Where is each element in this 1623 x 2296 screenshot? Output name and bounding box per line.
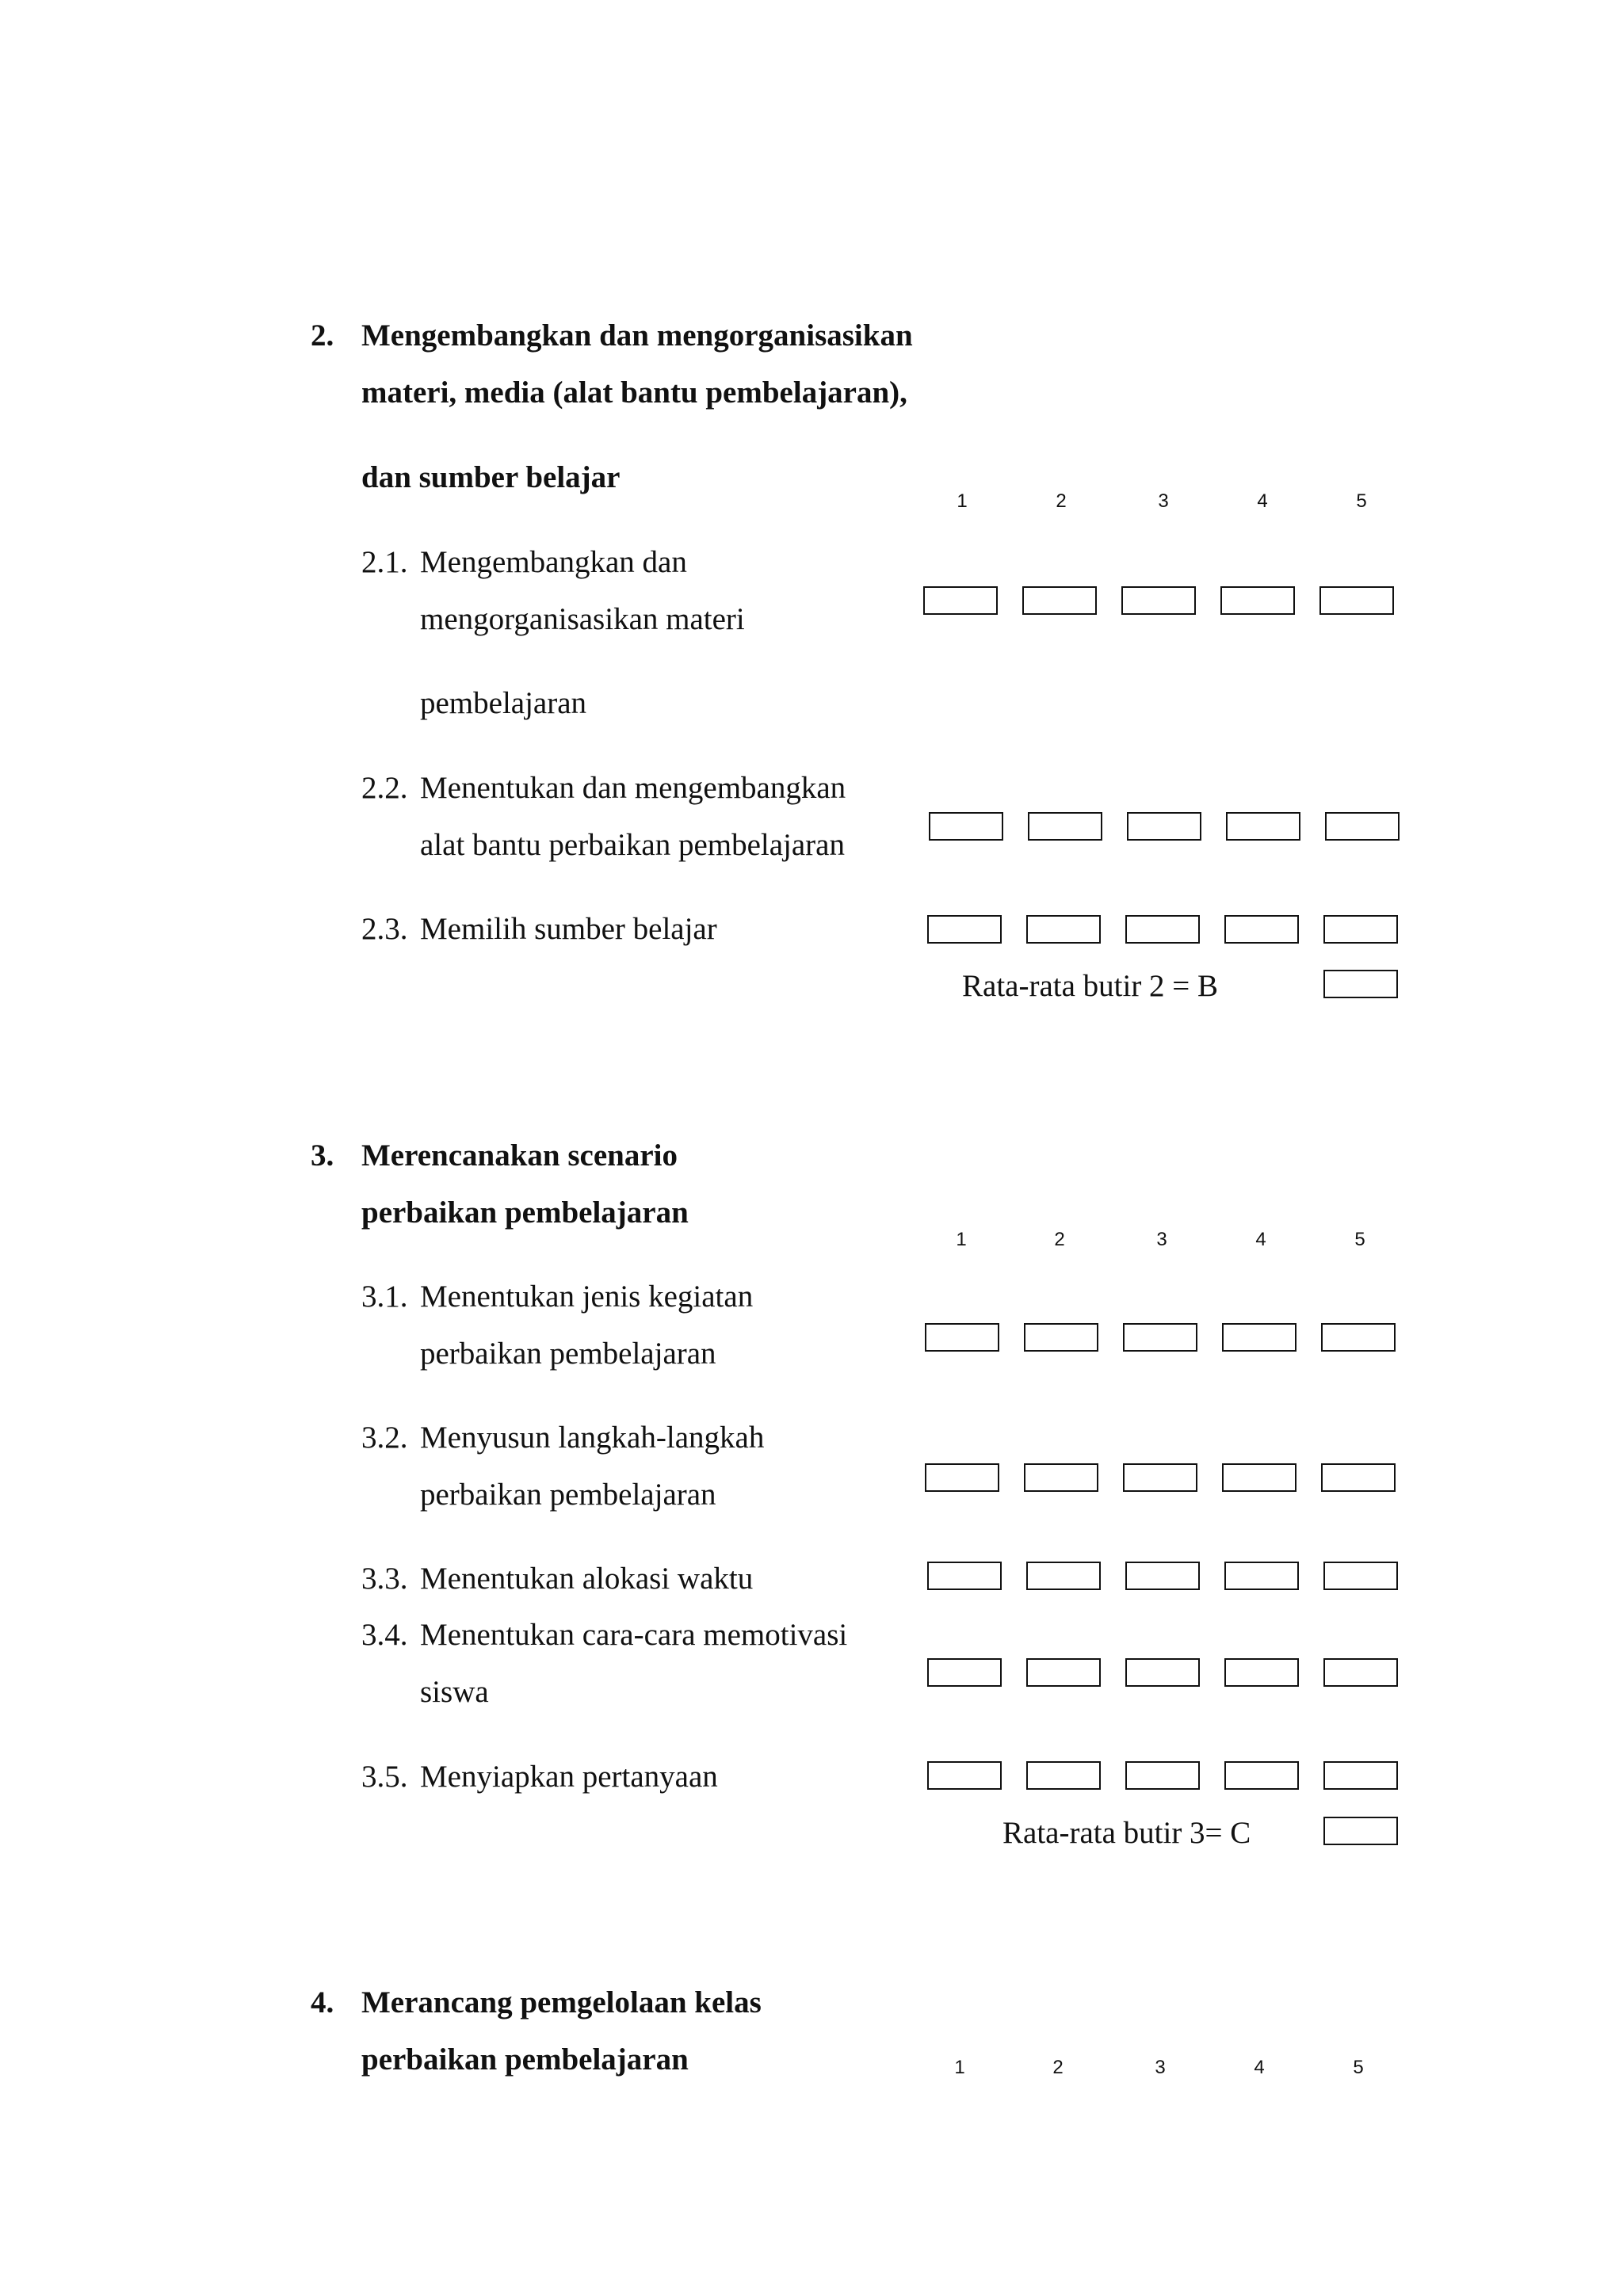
rating-box[interactable] [927, 1761, 1002, 1790]
rating-box[interactable] [1026, 1658, 1101, 1687]
rating-box[interactable] [925, 1463, 999, 1492]
average-box[interactable] [1323, 1817, 1398, 1845]
rating-box[interactable] [1125, 1761, 1200, 1790]
scale-label: 4 [1257, 490, 1268, 512]
item-number: 3.1. [361, 1280, 408, 1314]
section-title-line: perbaikan pembelajaran [361, 1196, 689, 1230]
rating-box[interactable] [1323, 1761, 1398, 1790]
scale-label: 1 [954, 2057, 965, 2078]
rating-box[interactable] [1123, 1323, 1197, 1352]
rating-box[interactable] [1319, 586, 1394, 615]
section-title-line: Mengembangkan dan mengorganisasikan [361, 318, 913, 353]
rating-box[interactable] [1325, 812, 1400, 841]
rating-box[interactable] [1323, 1562, 1398, 1590]
rating-box[interactable] [1125, 1562, 1200, 1590]
scale-label: 1 [957, 490, 968, 512]
scale-label: 2 [1054, 1229, 1065, 1250]
scale-label: 3 [1155, 2057, 1166, 2078]
item-text-line: Menentukan alokasi waktu [420, 1562, 754, 1596]
item-text-line: Menentukan dan mengembangkan [420, 771, 846, 805]
item-text-line: alat bantu perbaikan pembelajaran [420, 828, 845, 862]
section-number: 3. [311, 1138, 334, 1173]
item-text-line: Menentukan cara-cara memotivasi [420, 1618, 848, 1652]
rating-box[interactable] [1028, 812, 1102, 841]
section-title-line: Merencanakan scenario [361, 1138, 678, 1173]
scale-label: 4 [1254, 2057, 1265, 2078]
section-title-line: materi, media (alat bantu pembelajaran), [361, 376, 907, 410]
rating-box[interactable] [1226, 812, 1300, 841]
rating-box[interactable] [1220, 586, 1295, 615]
scale-label: 5 [1354, 1229, 1365, 1250]
rating-box[interactable] [1323, 915, 1398, 944]
section-title-line: perbaikan pembelajaran [361, 2042, 689, 2077]
item-text-line: siswa [420, 1675, 489, 1709]
section-number: 4. [311, 1985, 334, 2019]
item-number: 2.3. [361, 912, 408, 946]
scale-label: 1 [956, 1229, 967, 1250]
rating-box[interactable] [1222, 1463, 1296, 1492]
rating-box[interactable] [925, 1323, 999, 1352]
item-number: 2.1. [361, 545, 408, 579]
rating-box[interactable] [1127, 812, 1201, 841]
item-text-line: mengorganisasikan materi [420, 602, 745, 636]
item-number: 2.2. [361, 771, 408, 805]
rating-box[interactable] [927, 915, 1002, 944]
section-number: 2. [311, 318, 334, 353]
scale-label: 3 [1158, 490, 1169, 512]
rating-box[interactable] [927, 1658, 1002, 1687]
item-number: 3.2. [361, 1421, 408, 1455]
item-text-line: pembelajaran [420, 686, 587, 720]
average-label: Rata-rata butir 3= C [1002, 1816, 1251, 1850]
rating-box[interactable] [1026, 1562, 1101, 1590]
scale-label: 3 [1156, 1229, 1167, 1250]
scale-label: 5 [1353, 2057, 1364, 2078]
item-text-line: Mengembangkan dan [420, 545, 687, 579]
item-text-line: perbaikan pembelajaran [420, 1337, 716, 1371]
section-title-line: Merancang pemgelolaan kelas [361, 1985, 762, 2019]
rating-box[interactable] [1121, 586, 1196, 615]
rating-box[interactable] [1224, 915, 1299, 944]
item-text-line: Menyiapkan pertanyaan [420, 1760, 718, 1794]
rating-box[interactable] [1321, 1463, 1396, 1492]
rating-box[interactable] [1224, 1562, 1299, 1590]
rating-box[interactable] [1026, 1761, 1101, 1790]
rating-box[interactable] [1323, 1658, 1398, 1687]
rating-box[interactable] [1321, 1323, 1396, 1352]
rating-box[interactable] [1125, 1658, 1200, 1687]
rating-box[interactable] [1024, 1323, 1098, 1352]
rating-box[interactable] [1224, 1658, 1299, 1687]
item-number: 3.3. [361, 1562, 408, 1596]
rating-box[interactable] [1123, 1463, 1197, 1492]
rating-box[interactable] [1024, 1463, 1098, 1492]
item-number: 3.4. [361, 1618, 408, 1652]
average-label: Rata-rata butir 2 = B [962, 969, 1219, 1003]
item-text-line: Menyusun langkah-langkah [420, 1421, 765, 1455]
scale-label: 4 [1255, 1229, 1266, 1250]
rating-box[interactable] [1026, 915, 1101, 944]
scale-label: 2 [1056, 490, 1067, 512]
item-text-line: Memilih sumber belajar [420, 912, 717, 946]
section-title-line: dan sumber belajar [361, 460, 621, 494]
rating-box[interactable] [923, 586, 998, 615]
item-text-line: perbaikan pembelajaran [420, 1478, 716, 1512]
rating-box[interactable] [1222, 1323, 1296, 1352]
scale-label: 2 [1052, 2057, 1064, 2078]
item-number: 3.5. [361, 1760, 408, 1794]
rating-box[interactable] [1224, 1761, 1299, 1790]
rating-box[interactable] [1022, 586, 1097, 615]
scale-label: 5 [1356, 490, 1367, 512]
rating-box[interactable] [1125, 915, 1200, 944]
average-box[interactable] [1323, 970, 1398, 998]
rating-box[interactable] [927, 1562, 1002, 1590]
rating-box[interactable] [929, 812, 1003, 841]
item-text-line: Menentukan jenis kegiatan [420, 1280, 754, 1314]
